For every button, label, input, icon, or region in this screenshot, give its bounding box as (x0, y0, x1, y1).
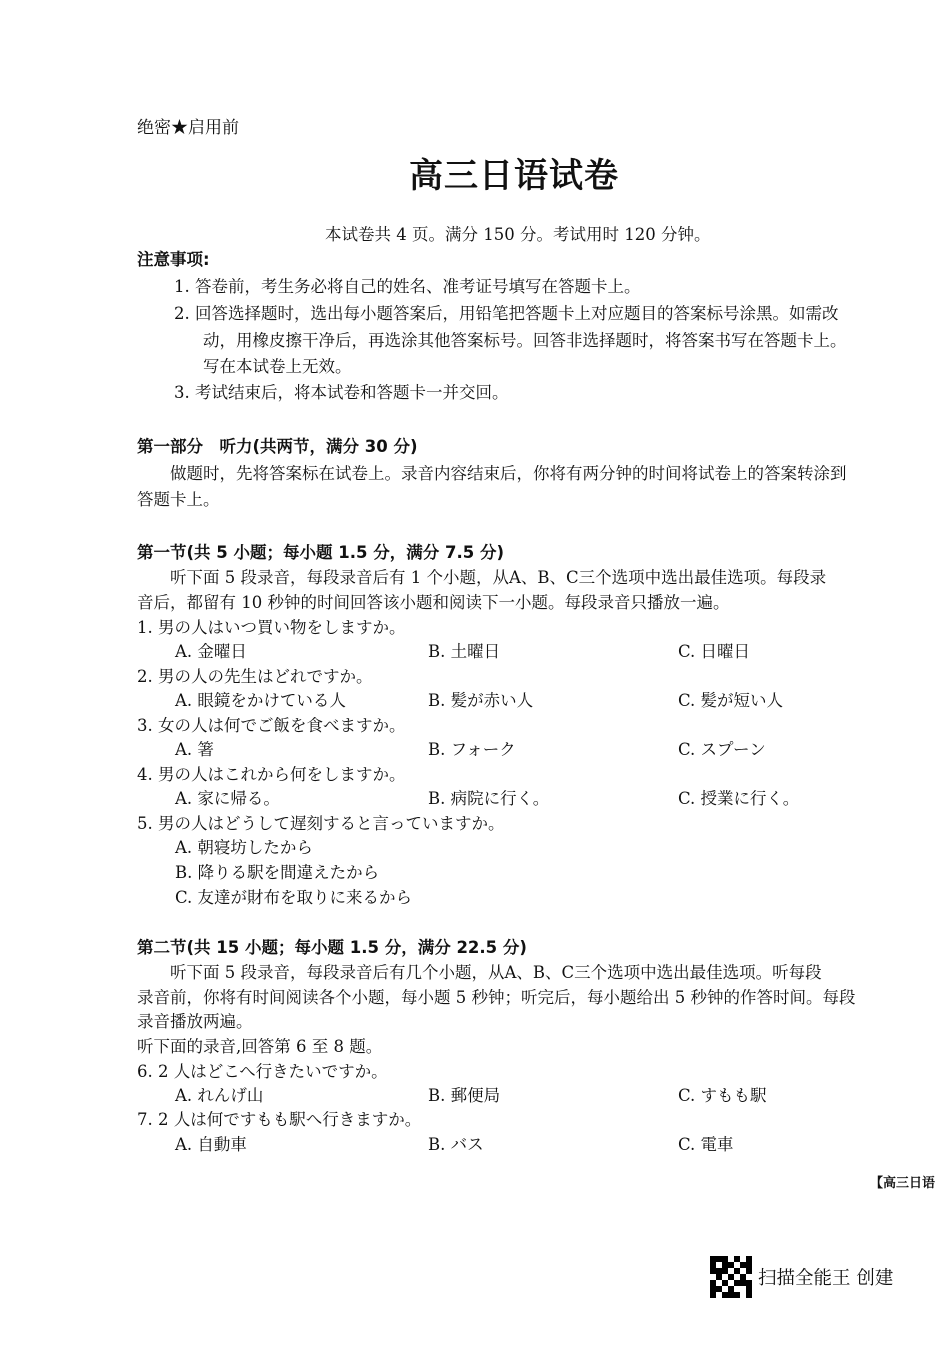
q1-option-a: A. 金曜日 (175, 642, 247, 661)
q5-option-a: A. 朝寝坊したから (175, 838, 313, 857)
secrecy-label: 绝密★启用前 (137, 118, 239, 138)
page-title: 高三日语试卷 (409, 156, 619, 196)
question-5: 5. 男の人はどうして遅刻すると言っていますか。 (137, 814, 505, 833)
q1-option-b: B. 土曜日 (428, 642, 501, 661)
q6-option-a: A. れんげ山 (175, 1086, 264, 1105)
q4-option-b: B. 病院に行く。 (428, 789, 550, 808)
section2-intro: 听下面 5 段录音，每段录音后有几个小题，从A、B、C三个选项中选出最佳选项。听每段 (170, 963, 822, 982)
q2-option-c: C. 髪が短い人 (678, 691, 784, 710)
q7-option-c: C. 電車 (678, 1135, 734, 1154)
section2-intro-cont: 录音前，你将有时间阅读各个小题，每小题 5 秒钟；听完后，每小题给出 5 秒钟的作答时间。每段 (137, 988, 856, 1007)
q5-option-b: B. 降りる駅を間違えたから (175, 863, 380, 882)
section2-intro-cont2: 录音播放两遍。 (137, 1012, 253, 1031)
q4-option-c: C. 授業に行く。 (678, 789, 800, 808)
notice-item-1: 1. 答卷前，考生务必将自己的姓名、准考证号填写在答题卡上。 (174, 277, 641, 296)
scanner-watermark: 扫描全能王 创建 (758, 1268, 894, 1289)
part1-intro: 做题时，先将答案标在试卷上。录音内容结束后，你将有两分钟的时间将试卷上的答案转涂到 (170, 464, 847, 483)
qr-code-icon (710, 1256, 752, 1298)
q1-option-c: C. 日曜日 (678, 642, 751, 661)
question-3: 3. 女の人は何でご飯を食べますか。 (137, 716, 406, 735)
q4-option-a: A. 家に帰る。 (175, 789, 280, 808)
question-4: 4. 男の人はこれから何をしますか。 (137, 765, 406, 784)
section1-heading: 第一节(共 5 小题；每小题 1.5 分，满分 7.5 分) (137, 543, 504, 562)
q7-option-b: B. バス (428, 1135, 484, 1154)
notice-item-2: 2. 回答选择题时，选出每小题答案后，用铅笔把答题卡上对应题目的答案标号涂黑。如需改 (174, 304, 839, 323)
q3-option-a: A. 箸 (175, 740, 214, 759)
q5-option-c: C. 友達が財布を取りに来るから (175, 888, 413, 907)
exam-info: 本试卷共 4 页。满分 150 分。考试用时 120 分钟。 (325, 225, 711, 244)
notice-item-2-cont: 动，用橡皮擦干净后，再选涂其他答案标号。回答非选择题时，将答案书写在答题卡上。 (203, 331, 847, 350)
q3-option-c: C. スプーン (678, 740, 766, 759)
notice-heading: 注意事项: (137, 250, 210, 269)
question-7: 7. 2 人は何ですもも駅へ行きますか。 (137, 1110, 422, 1129)
part1-heading: 第一部分 听力(共两节，满分 30 分) (137, 437, 418, 456)
q6-option-b: B. 郵便局 (428, 1086, 501, 1105)
listen-note: 听下面的录音,回答第 6 至 8 题。 (137, 1037, 383, 1056)
question-6: 6. 2 人はどこへ行きたいですか。 (137, 1062, 388, 1081)
question-1: 1. 男の人はいつ買い物をしますか。 (137, 618, 406, 637)
section1-intro-cont: 音后，都留有 10 秒钟的时间回答该小题和阅读下一小题。每段录音只播放一遍。 (137, 593, 730, 612)
page-tag: 【高三日语 (870, 1176, 936, 1191)
q3-option-b: B. フォーク (428, 740, 516, 759)
notice-item-3: 3. 考试结束后，将本试卷和答题卡一并交回。 (174, 383, 509, 402)
notice-item-2-cont2: 写在本试卷上无效。 (203, 357, 352, 376)
section1-intro: 听下面 5 段录音，每段录音后有 1 个小题，从A、B、C三个选项中选出最佳选项。每段录 (170, 568, 827, 587)
q2-option-b: B. 髪が赤い人 (428, 691, 534, 710)
q2-option-a: A. 眼鏡をかけている人 (175, 691, 346, 710)
section2-heading: 第二节(共 15 小题；每小题 1.5 分，满分 22.5 分) (137, 938, 527, 957)
question-2: 2. 男の人の先生はどれですか。 (137, 667, 373, 686)
part1-intro-cont: 答题卡上。 (137, 490, 220, 509)
q6-option-c: C. すもも駅 (678, 1086, 767, 1105)
q7-option-a: A. 自動車 (175, 1135, 247, 1154)
